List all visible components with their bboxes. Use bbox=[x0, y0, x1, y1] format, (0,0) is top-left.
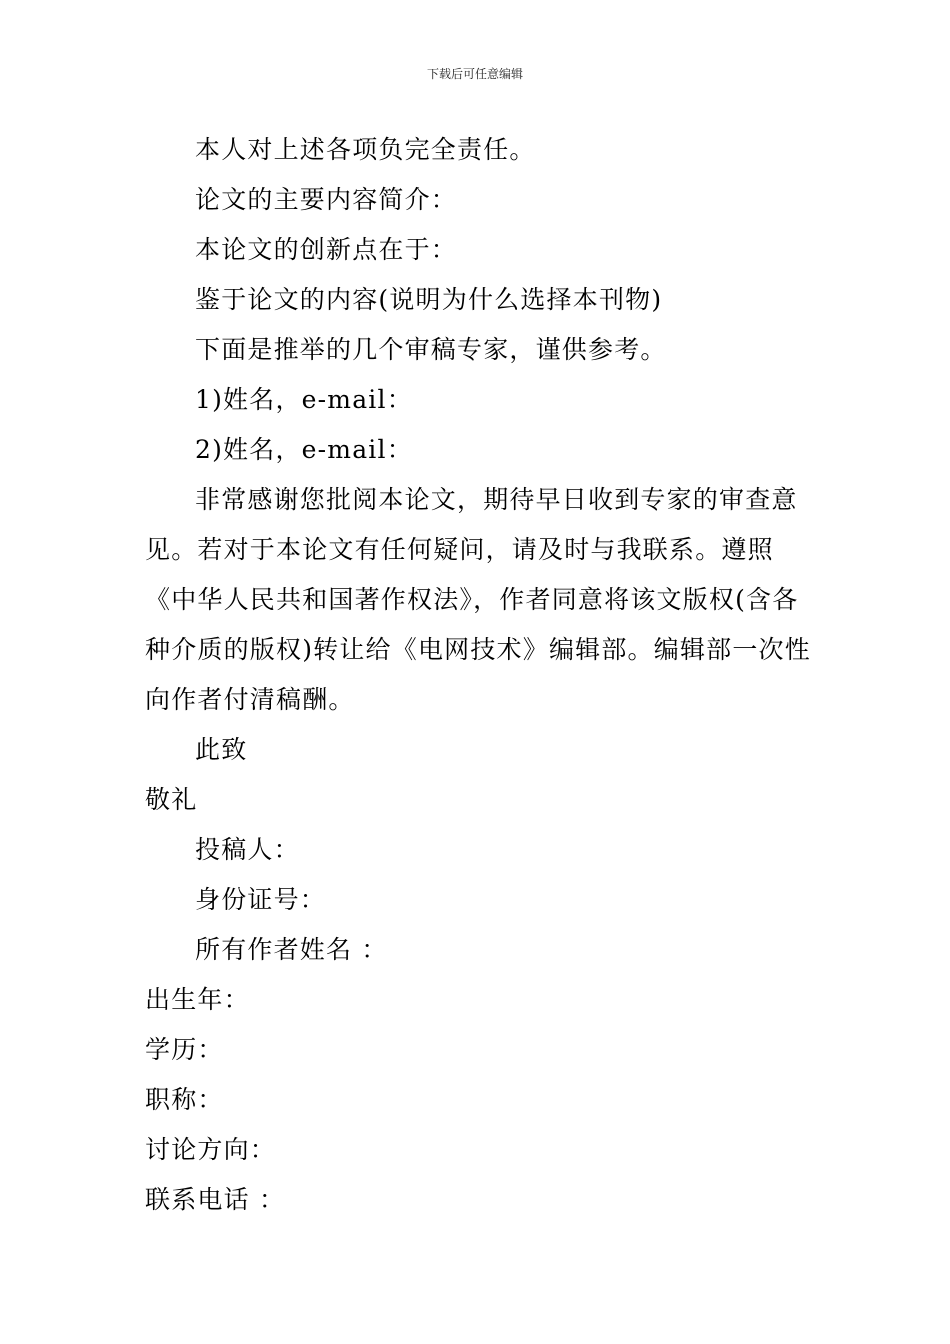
phone-field: 联系电话 ： bbox=[145, 1185, 286, 1214]
id-number-field: 身份证号： bbox=[195, 885, 327, 914]
thanks-line: 非常感谢您批阅本论文，期待早日收到专家的审查意 bbox=[195, 485, 798, 514]
research-direction-field: 讨论方向： bbox=[145, 1135, 277, 1164]
journal-reason: 鉴于论文的内容(说明为什么选择本刊物) bbox=[195, 285, 663, 314]
education-field: 学历： bbox=[145, 1035, 224, 1064]
thanks-line: 见。若对于本论文有任何疑问，请及时与我联系。遵照 bbox=[145, 535, 774, 564]
closing-salutation: 此致 bbox=[195, 735, 248, 764]
summary-label: 论文的主要内容简介： bbox=[195, 185, 458, 214]
thanks-line: 种介质的版权)转让给《电网技术》编辑部。编辑部一次性 bbox=[145, 635, 811, 664]
innovation-label: 本论文的创新点在于： bbox=[195, 235, 458, 264]
expert-item-1: 1)姓名，e-mail： bbox=[195, 385, 413, 414]
birth-year-field: 出生年： bbox=[145, 985, 250, 1014]
experts-intro: 下面是推举的几个审稿专家，谨供参考。 bbox=[195, 335, 667, 364]
closing-regards: 敬礼 bbox=[145, 785, 198, 814]
thanks-line: 向作者付清稿酬。 bbox=[145, 685, 355, 714]
responsibility-statement: 本人对上述各项负完全责任。 bbox=[195, 135, 536, 164]
expert-item-2: 2)姓名，e-mail： bbox=[195, 435, 413, 464]
title-field: 职称： bbox=[145, 1085, 224, 1114]
thanks-paragraph bbox=[145, 475, 810, 725]
document-body bbox=[145, 125, 810, 1225]
thanks-line: 《中华人民共和国著作权法》，作者同意将该文版权(含各 bbox=[145, 585, 799, 614]
all-authors-field: 所有作者姓名 ： bbox=[195, 935, 388, 964]
submitter-field: 投稿人： bbox=[195, 835, 300, 864]
page-header: 下载后可任意编辑 bbox=[426, 67, 523, 81]
